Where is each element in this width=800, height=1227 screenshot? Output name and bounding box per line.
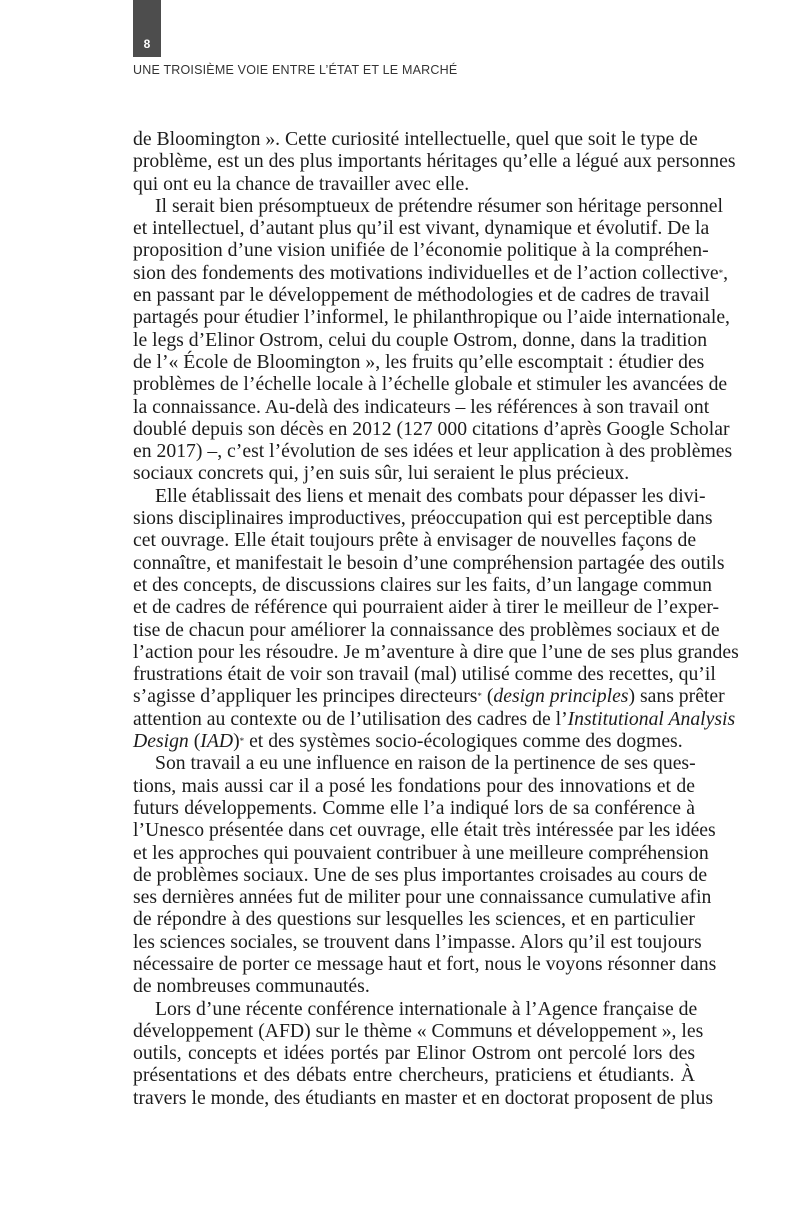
text-line: qui ont eu la chance de travailler avec elle. xyxy=(133,172,470,195)
text-line: Lors d’une récente conférence internationale à l’Agence française de xyxy=(155,997,698,1020)
text-segment: sion des fondements des motivations individuelles et de l’action collective xyxy=(133,261,719,284)
text-segment: , xyxy=(723,261,728,284)
text-line: tions, mais aussi car il a posé les fondations pour des innovations et de xyxy=(133,774,695,797)
text-line: de répondre à des questions sur lesquelles les sciences, et en particulier xyxy=(133,908,695,931)
text-line: frustrations était de voir son travail (mal) utilisé comme des recettes, qu’il xyxy=(133,663,716,686)
text-line: outils, concepts et idées portés par Elinor Ostrom ont percolé lors des xyxy=(133,1042,695,1065)
text-segment: attention au contexte ou de l’utilisation des cadres de l’ xyxy=(133,707,568,730)
text-line: partagés pour étudier l’informel, le philanthropique ou l’aide internationale, xyxy=(133,306,730,329)
italic-term: IAD xyxy=(200,730,234,753)
italic-term: Institutional Analysis xyxy=(567,707,736,730)
text-line: le legs d’Elinor Ostrom, celui du couple Ostrom, donne, dans la tradition xyxy=(133,328,708,351)
text-line: de Bloomington ». Cette curiosité intellectuelle, quel que soit le type de xyxy=(133,128,698,150)
text-line: problèmes de l’échelle locale à l’échelle globale et stimuler les avancées de xyxy=(133,373,728,396)
glossary-asterisk: * xyxy=(718,267,724,278)
italic-term: design principles xyxy=(493,685,629,708)
text-line: et de cadres de référence qui pourraient aider à tirer le meilleur de l’exper- xyxy=(133,596,720,619)
text-line: de nombreuses communautés. xyxy=(133,975,370,998)
text-line: sions disciplinaires improductives, préoccupation qui est perceptible dans xyxy=(133,507,713,530)
text-line: travers le monde, des étudiants en master et en doctorat proposent de plus xyxy=(133,1086,714,1109)
text-line: doublé depuis son décès en 2012 (127 000 citations d’après Google Scholar xyxy=(133,417,730,440)
text-line: et intellectuel, d’autant plus qu’il est vivant, dynamique et évolutif. De la xyxy=(133,217,710,240)
text-line: proposition d’une vision unifiée de l’économie politique à la compréhen- xyxy=(133,239,709,262)
text-line: en 2017) –, c’est l’évolution de ses idées et leur application à des problèmes xyxy=(133,440,733,463)
running-header: UNE TROISIÈME VOIE ENTRE L’ÉTAT ET LE MARCHÉ xyxy=(133,63,458,77)
text-line: tise de chacun pour améliorer la connaissance des problèmes sociaux et de xyxy=(133,618,720,641)
italic-term: Design xyxy=(133,730,189,753)
text-segment: ) xyxy=(233,730,240,753)
text-line: l’Unesco présentée dans cet ouvrage, elle était très intéressée par les idées xyxy=(133,819,716,842)
text-line: ses dernières années fut de militer pour une connaissance cumulative afin xyxy=(133,886,712,909)
paragraph-5 xyxy=(133,997,714,1109)
text-line xyxy=(133,707,736,730)
text-segment: et des systèmes socio-écologiques comme des dogmes. xyxy=(244,730,683,753)
body-text xyxy=(133,128,739,1109)
text-segment: ( xyxy=(481,685,494,708)
text-line: cet ouvrage. Elle était toujours prête à envisager de nouvelles façons de xyxy=(133,529,697,552)
paragraph-2 xyxy=(133,194,733,485)
text-line: développement (AFD) sur le thème « Communs et développement », les xyxy=(133,1019,704,1042)
text-line: futurs développements. Comme elle l’a indiqué lors de sa conférence à xyxy=(133,796,695,819)
text-line xyxy=(133,685,725,708)
text-line: connaître, et manifestait le besoin d’une compréhension partagée des outils xyxy=(133,551,725,574)
text-line: en passant par le développement de méthodologies et de cadres de travail xyxy=(133,284,710,307)
text-line: et des concepts, de discussions claires sur les faits, d’un langage commun xyxy=(133,573,712,596)
text-line: la connaissance. Au-delà des indicateurs – les références à son travail ont xyxy=(133,395,710,418)
page-number-tab xyxy=(133,0,161,57)
text-line: Son travail a eu une influence en raison de la pertinence de ses ques- xyxy=(155,752,696,775)
text-line xyxy=(133,730,695,752)
text-line: nécessaire de porter ce message haut et fort, nous le voyons résonner dans xyxy=(133,952,717,975)
text-line: de l’« École de Bloomington », les fruits qu’elle escomptait : étudier des xyxy=(133,350,705,373)
paragraph-3 xyxy=(133,484,739,753)
paragraph-1 xyxy=(133,128,736,195)
text-segment: s’agisse d’appliquer les principes directeurs xyxy=(133,685,478,708)
paragraph-4 xyxy=(133,752,717,998)
text-line: Il serait bien présomptueux de prétendre résumer son héritage personnel xyxy=(155,194,723,217)
glossary-asterisk: * xyxy=(239,736,245,747)
text-segment: ) sans prêter xyxy=(628,685,725,708)
text-line: présentations et des débats entre chercheurs, praticiens et étudiants. À xyxy=(133,1064,695,1087)
text-line: et les approches qui pouvaient contribuer à une meilleure compréhension xyxy=(133,841,709,864)
text-line: l’action pour les résoudre. Je m’aventure à dire que l’une de ses plus grandes xyxy=(133,640,739,663)
page-number: 8 xyxy=(143,37,151,51)
text-line: de problèmes sociaux. Une de ses plus importantes croisades au cours de xyxy=(133,863,708,886)
text-line: les sciences sociales, se trouvent dans l’impasse. Alors qu’il est toujours xyxy=(133,930,702,953)
text-line: sociaux concrets qui, j’en suis sûr, lui seraient le plus précieux. xyxy=(133,462,630,485)
text-line: Elle établissait des liens et menait des combats pour dépasser les divi- xyxy=(155,484,706,507)
text-segment: ( xyxy=(188,730,201,753)
glossary-asterisk: * xyxy=(477,691,482,702)
text-line: problème, est un des plus importants héritages qu’elle a légué aux personnes xyxy=(133,150,736,173)
text-line xyxy=(133,261,728,284)
